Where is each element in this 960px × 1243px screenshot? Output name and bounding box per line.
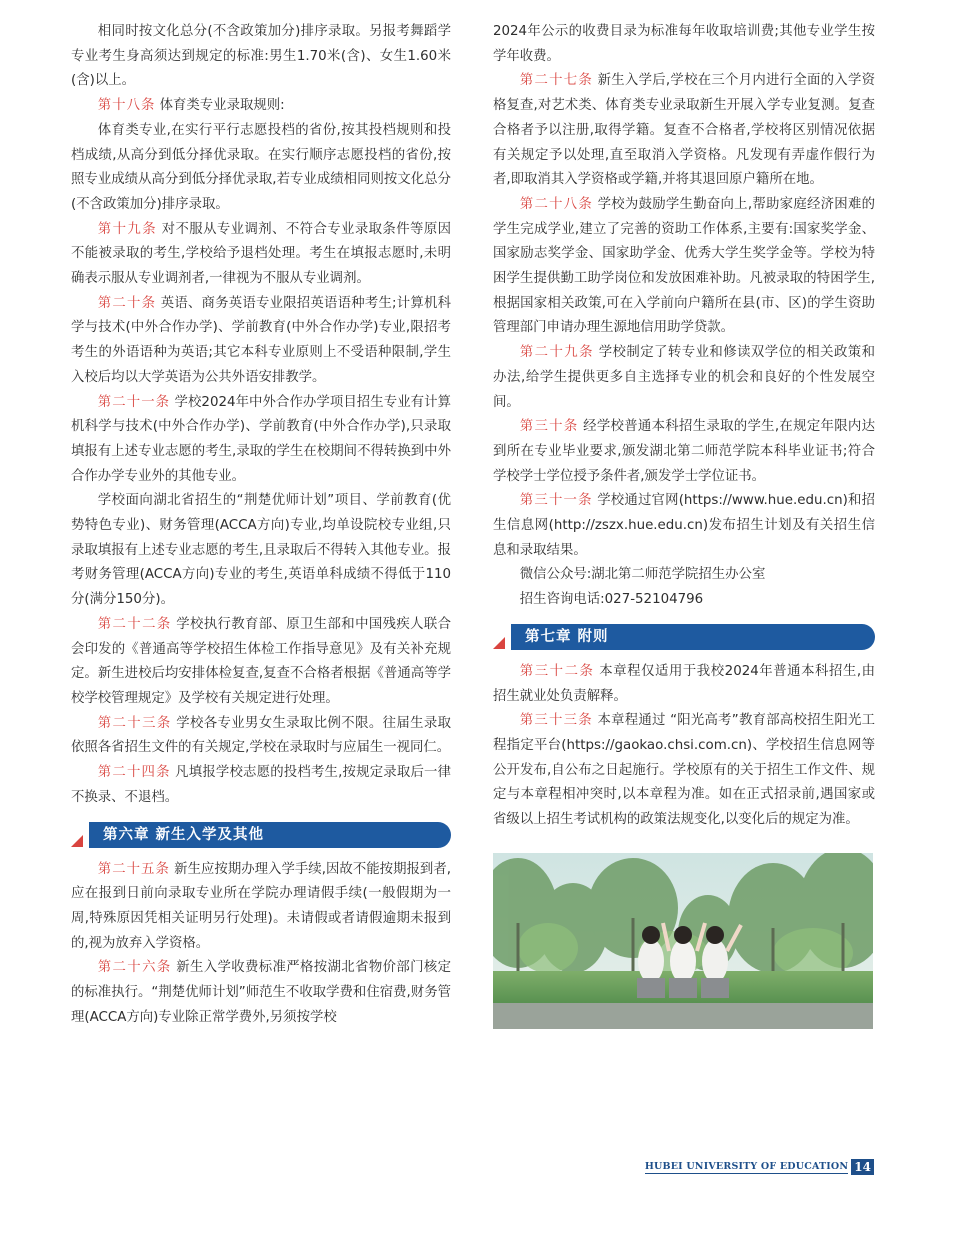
article-text: 经学校普通本科招生录取的学生,在规定年限内达到所在专业毕业要求,颁发湖北第二师范学院本科毕业证书;符合学校学士学位授予条件者,颁发学士学位证书。 <box>493 419 875 484</box>
article-text: 凡填报学校志愿的投档考生,按规定录取后一律不换录、不退档。 <box>71 765 451 805</box>
article-26 <box>71 956 451 1030</box>
article-text: 学校2024年中外合作办学项目招生专业有计算机科学与技术(中外合作办学)、学前教育(中外合作办学),只录取填报有上述专业志愿的考生,录取的学生在校期间不得转换到中外合作办学专业外的其他专业。 <box>71 394 451 484</box>
article-label: 第二十条 <box>97 295 157 311</box>
triangle-marker-icon <box>71 835 83 847</box>
article-21 <box>71 391 451 490</box>
paragraph: 相同时按文化总分(不含政策加分)排序录取。另报考舞蹈学专业考生身高须达到规定的标准:男生1.70米(含)、女生1.60米(含)以上。 <box>71 24 451 89</box>
right-column <box>493 20 875 1029</box>
article-text: 英语、商务英语专业限招英语语种考生;计算机科学与技术(中外合作办学)、学前教育(中外合作办学)专业,限招考考生的外语语种为英语;其它本科专业原则上不受语种限制,学生入校后均以大学英语为公共外语安排教学。 <box>71 295 452 385</box>
article-25 <box>71 858 451 957</box>
triangle-marker-icon <box>493 637 505 649</box>
article-label: 第二十四条 <box>97 765 171 781</box>
article-24 <box>71 761 451 810</box>
article-text: 学校通过官网(https://www.hue.edu.cn)和招生信息网(http://zszx.hue.edu.cn)发布招生计划及有关招生信息和录取结果。 <box>493 493 875 558</box>
article-label: 第二十一条 <box>97 394 171 410</box>
article-31 <box>493 489 875 563</box>
chapter-title: 第六章 新生入学及其他 <box>89 822 451 848</box>
article-label: 第二十九条 <box>519 345 594 361</box>
paragraph: 2024年公示的收费目录为标准每年收取培训费;其他专业学生按学年收费。 <box>493 24 875 64</box>
paragraph: 学校面向湖北省招生的“荆楚优师计划”项目、学前教育(优势特色专业)、财务管理(ACCA方向)专业,均单设院校专业组,只录取填报有上述专业志愿的考生,且录取后不得转入其他专业。报考财务管理(ACCA方向)专业的考生,英语单科成绩不得低于110分(满分150分)。 <box>71 493 451 608</box>
article-20 <box>71 292 451 391</box>
article-text: 体育类专业录取规则: <box>159 98 285 114</box>
chapter-7-heading <box>493 624 875 650</box>
article-label: 第二十三条 <box>97 715 172 731</box>
campus-photo <box>493 853 873 1029</box>
article-text: 本章程仅适用于我校2024年普通本科招生,由招生就业处负责解释。 <box>493 663 876 704</box>
article-33 <box>493 709 875 833</box>
article-label: 第二十二条 <box>97 616 172 632</box>
article-label: 第二十五条 <box>97 861 170 877</box>
article-29 <box>493 341 875 415</box>
article-text: 学校执行教育部、原卫生部和中国残疾人联合会印发的《普通高等学校招生体检工作指导意见》及有关补充规定。新生进校后均安排体检复查,复查不合格者根据《普通高等学校学校管理规定》及学校有关规定进行处理。 <box>71 616 452 706</box>
article-text: 新生入学收费标准严格按湖北省物价部门核定的标准执行。“荆楚优师计划”师范生不收取学费和住宿费,财务管理(ACCA方向)专业除正常学费外,另须按学校 <box>71 960 452 1025</box>
article-label: 第三十二条 <box>519 663 595 679</box>
article-23 <box>71 712 451 761</box>
article-22 <box>71 613 451 712</box>
wechat-account: 微信公众号:湖北第二师范学院招生办公室 <box>519 567 766 583</box>
article-32 <box>493 660 875 709</box>
paragraph: 体育类专业,在实行平行志愿投档的省份,按其投档规则和投档成绩,从高分到低分择优录取。在实行顺序志愿投档的省份,按照专业成绩从高分到低分择优录取,若专业成绩相同则按文化总分(不含政策加分)排序录取。 <box>71 122 451 212</box>
article-text: 学校为鼓励学生勤奋向上,帮助家庭经济困难的学生完成学业,建立了完善的资助工作体系,主要有:国家奖学金、国家励志奖学金、国家助学金、优秀大学生奖学金等。学校为特困学生提供勤工助学岗位和发放困难补助。凡被录取的特困学生,根据国家相关政策,可在入学前向户籍所在县(市、区)的学生资助管理部门申请办理生源地信用助学贷款。 <box>493 196 875 336</box>
left-column <box>71 20 451 1030</box>
chapter-6-heading <box>71 822 451 848</box>
article-label: 第二十七条 <box>519 73 594 89</box>
consult-phone: 招生咨询电话:027-52104796 <box>519 592 704 608</box>
article-27 <box>493 69 875 193</box>
article-19 <box>71 218 451 292</box>
article-text: 新生应按期办理入学手续,因故不能按期报到者,应在报到日前向录取专业所在学院办理请假手续(一般假期为一周,特殊原因凭相关证明另行处理)。未请假或者请假逾期未报到的,视为放弃入学资格。 <box>71 861 451 951</box>
article-label: 第二十六条 <box>97 960 172 976</box>
page-number: 14 <box>851 1159 874 1175</box>
article-label: 第三十一条 <box>519 493 593 509</box>
article-text: 对不服从专业调剂、不符合专业录取条件等原因不能被录取的考生,学校给予退档处理。考生在填报志愿时,未明确表示服从专业调剂者,一律视为不服从专业调剂。 <box>71 221 452 287</box>
chapter-title: 第七章 附则 <box>511 624 875 650</box>
article-text: 学校制定了转专业和修读双学位的相关政策和办法,给学生提供更多自主选择专业的机会和良好的个性发展空间。 <box>493 345 876 410</box>
article-18 <box>71 94 451 119</box>
article-30 <box>493 415 875 489</box>
article-28 <box>493 193 875 341</box>
article-text: 本章程通过 “阳光高考”教育部高校招生阳光工程指定平台(https://gaokao.chsi.com.cn)、学校招生信息网等公开发布,自公布之日起施行。学校原有的关于招生工作文件、规定与本章程相冲突时,以本章程为准。如在正式招录前,遇国家或省级以上招生考试机构的政策法规变化,以变化后的规定为准。 <box>493 713 875 828</box>
university-name: HUBEI UNIVERSITY OF EDUCATION <box>644 1160 849 1172</box>
article-text: 学校各专业男女生录取比例不限。往届生录取依照各省招生文件的有关规定,学校在录取时与应届生一视同仁。 <box>71 715 452 756</box>
article-text: 新生入学后,学校在三个月内进行全面的入学资格复查,对艺术类、体育类专业录取新生开展入学专业复测。复查合格者予以注册,取得学籍。复查不合格者,学校将区别情况依据有关规定予以处理,直至取消入学资格。凡发现有弄虚作假行为者,即取消其入学资格或学籍,并将其退回原户籍所在地。 <box>493 73 875 188</box>
page-footer <box>645 1157 874 1177</box>
article-label: 第三十条 <box>519 419 579 435</box>
article-label: 第十八条 <box>97 98 156 114</box>
article-label: 第二十八条 <box>519 196 594 212</box>
article-label: 第十九条 <box>97 221 157 237</box>
article-label: 第三十三条 <box>519 713 593 729</box>
